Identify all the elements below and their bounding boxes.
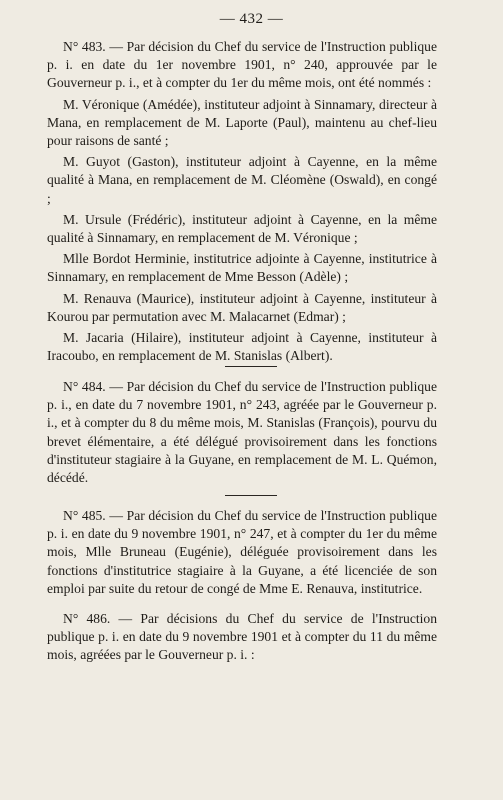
separator-rule	[225, 495, 277, 496]
decision-item: M. Jacaria (Hilaire), instituteur adjoint à Cayenne, instituteur à Iracoubo, en remplacement de M. Stanislas (Albert).	[47, 330, 437, 364]
decision-item: M. Renauva (Maurice), instituteur adjoint à Cayenne, instituteur à Kourou par permutation avec M. Malacarnet (Edmar) ;	[47, 290, 437, 324]
page-number: — 432 —	[219, 11, 284, 27]
decision-item: M. Ursule (Frédéric), instituteur adjoint à Cayenne, en la même qualité à Sinnamary, en remplacement de M. Véronique ;	[47, 211, 437, 246]
decision-483	[47, 38, 437, 365]
decision-485	[47, 507, 437, 598]
decision-intro: N° 484. — Par décision du Chef du service de l'Instruction publique p. i., en date du 7 novembre 1901, n° 243, agréée par le Gouverneur p. i., et à compter du 8 du même mois, M. Stanislas (François), pourvu du brevet élémentaire, a été délégué provisoirement dans les fonctions d'instituteur stagiaire à la Guyane, en remplacement de M. L. Quémon, décédé.	[47, 379, 437, 486]
decision-intro: N° 485. — Par décision du Chef du service de l'Instruction publique p. i. en date du 9 novembre 1901, n° 247, et à compter du 1er du même mois, Mlle Bruneau (Eugénie), déléguée provisoirement dans les fonctions d'institutrice stagiaire à la Guyane, a été licenciée de son emploi par suite du retour de congé de Mme E. Renauva, institutrice.	[47, 508, 437, 596]
separator-rule	[225, 366, 277, 367]
decision-intro: N° 483. — Par décision du Chef du service de l'Instruction publique p. i. en date du 1er novembre 1901, n° 240, approuvée par le Gouverneur p. i., et à compter du 1er du même mois, ont été nommés :	[47, 39, 437, 91]
decision-item: M. Véronique (Amédée), instituteur adjoint à Sinnamary, directeur à Mana, en remplacement de M. Laporte (Paul), maintenu au chef-lieu pour raisons de santé ;	[47, 96, 437, 149]
decision-intro: N° 486. — Par décisions du Chef du service de l'Instruction publique p. i. en date du 9 novembre 1901 et à compter du 11 du même mois, agréées par le Gouverneur p. i. :	[47, 611, 437, 663]
decision-item: M. Guyot (Gaston), instituteur adjoint à Cayenne, en la même qualité à Mana, en remplacement de M. Cléomène (Oswald), en congé ;	[47, 154, 437, 206]
decision-484	[47, 378, 437, 487]
decision-item: Mlle Bordot Herminie, institutrice adjointe à Cayenne, institutrice à Sinnamary, en remplacement de Mme Besson (Adèle) ;	[47, 251, 437, 285]
decision-486	[47, 610, 437, 665]
